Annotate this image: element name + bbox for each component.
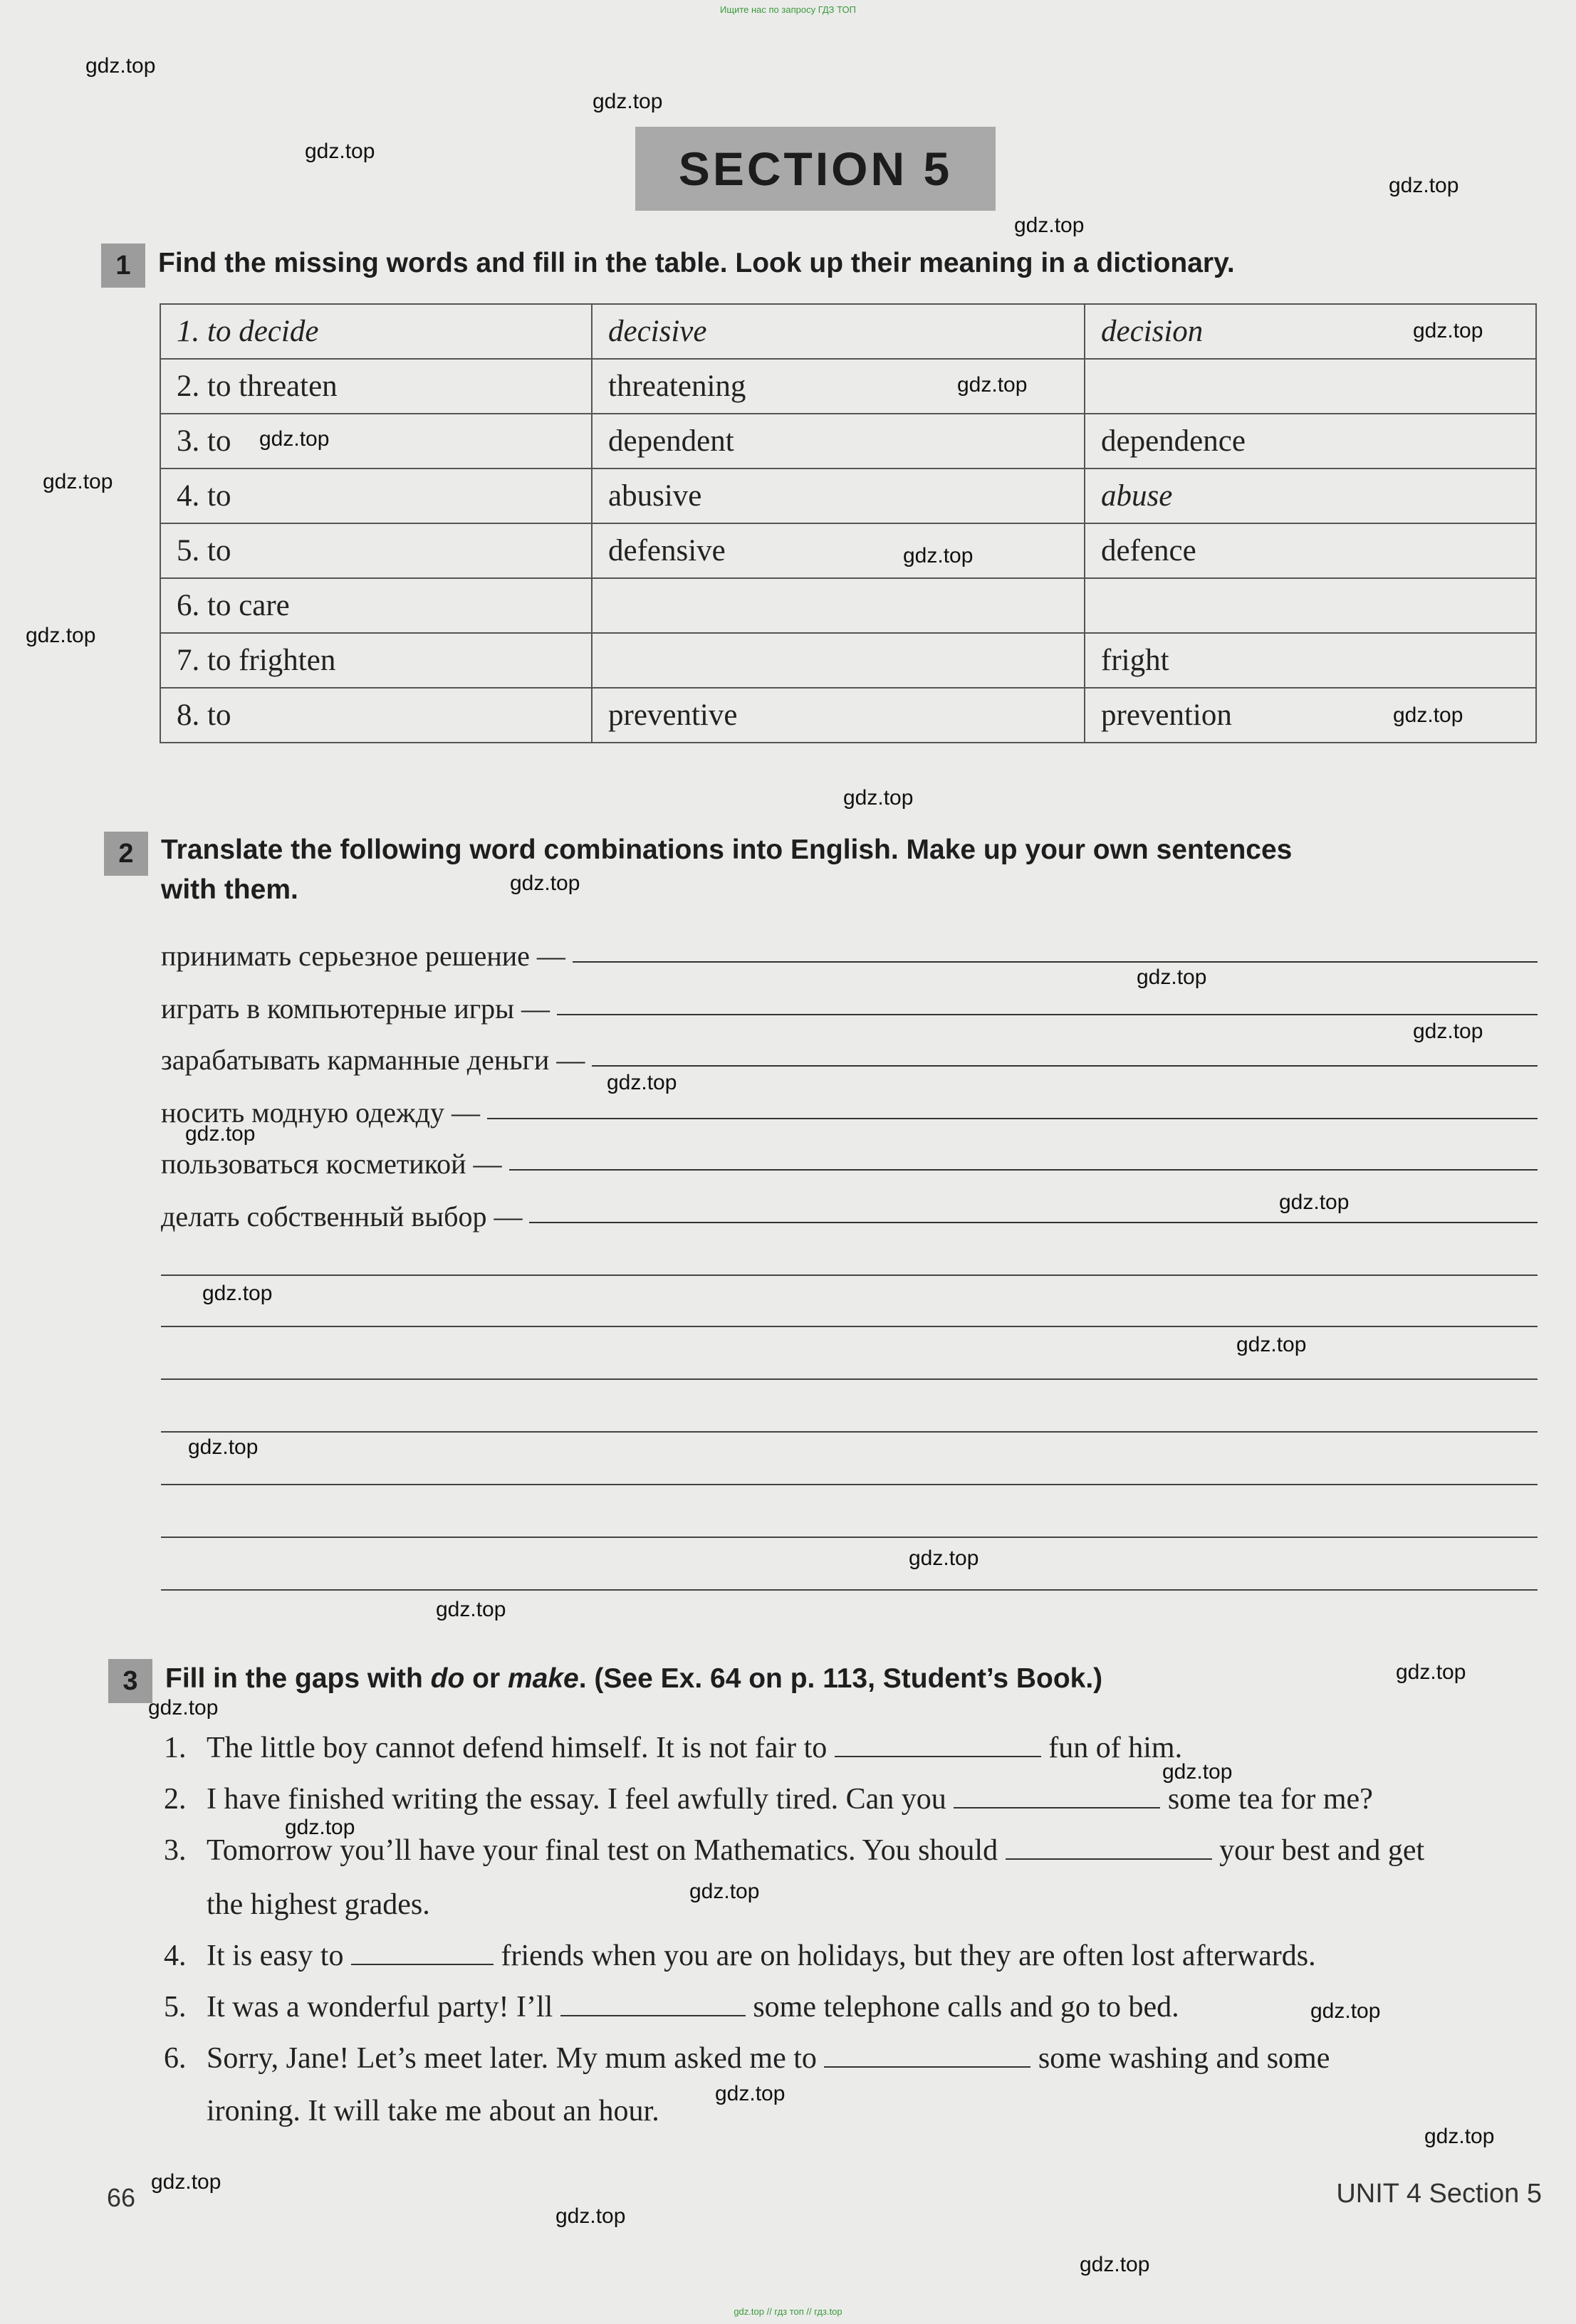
table-cell: 4. to <box>160 469 592 523</box>
table-cell: threatening <box>592 359 1085 414</box>
watermark: gdz.top <box>957 373 1028 397</box>
translation-label: играть в компьютерные игры — <box>161 993 550 1025</box>
answer-line[interactable] <box>592 1064 1538 1067</box>
table-cell: 3. to <box>160 414 592 469</box>
answer-line[interactable] <box>557 1013 1538 1015</box>
translation-label: зарабатывать карманные деньги — <box>161 1044 585 1076</box>
answer-line[interactable] <box>487 1117 1538 1119</box>
watermark: gdz.top <box>148 1696 219 1720</box>
unit-label: UNIT 4 Section 5 <box>1336 2179 1542 2209</box>
sentence-6: 6. Sorry, Jane! Let’s meet later. My mum asked me to some washing and some <box>164 2042 1330 2075</box>
answer-line[interactable] <box>529 1221 1538 1223</box>
watermark: gdz.top <box>593 90 663 113</box>
table-row <box>160 304 1536 359</box>
gap-input[interactable] <box>824 2045 1030 2068</box>
watermark: gdz.top <box>26 624 96 647</box>
watermark: gdz.top <box>259 427 330 451</box>
answer-line[interactable] <box>161 1484 1538 1485</box>
answer-line[interactable] <box>161 1537 1538 1538</box>
watermark: gdz.top <box>85 54 156 78</box>
word-table <box>160 303 1537 743</box>
table-cell: abuse <box>1085 469 1536 523</box>
exercise-1-number: 1 <box>101 244 145 288</box>
table-row <box>160 523 1536 578</box>
sentence-6-cont: ironing. It will take me about an hour. <box>207 2095 659 2127</box>
watermark: gdz.top <box>285 1816 355 1839</box>
bottom-note: gdz.top // гдз топ // гдз.top <box>734 2306 842 2317</box>
table-row <box>160 414 1536 469</box>
section-title: SECTION 5 <box>635 127 996 211</box>
translation-label: пользоваться косметикой — <box>161 1148 502 1180</box>
exercise-2-number: 2 <box>104 832 148 876</box>
table-row <box>160 359 1536 414</box>
translation-label: делать собственный выбор — <box>161 1200 523 1232</box>
watermark: gdz.top <box>1396 1660 1466 1684</box>
answer-line[interactable] <box>509 1168 1538 1171</box>
watermark: gdz.top <box>607 1071 677 1094</box>
translation-label: носить модную одежду — <box>161 1096 481 1129</box>
table-cell-blank[interactable] <box>1085 578 1536 633</box>
table-cell: 5. to <box>160 523 592 578</box>
watermark: gdz.top <box>43 470 113 493</box>
table-cell: prevention <box>1085 688 1536 743</box>
gap-input[interactable] <box>1006 1837 1212 1860</box>
translation-label: принимать серьезное решение — <box>161 940 565 972</box>
table-row <box>160 633 1536 688</box>
translation-item <box>161 1034 1538 1077</box>
table-cell: abusive <box>592 469 1085 523</box>
watermark: gdz.top <box>903 544 974 567</box>
answer-line[interactable] <box>161 1274 1538 1276</box>
translation-item <box>161 983 1538 1025</box>
watermark: gdz.top <box>1413 1020 1483 1043</box>
sentence-3: 3. Tomorrow you’ll have your final test on Mathematics. You should your best and get <box>164 1834 1425 1867</box>
sentence-3-cont: the highest grades. <box>207 1888 430 1921</box>
table-cell: preventive <box>592 688 1085 743</box>
watermark: gdz.top <box>1014 214 1085 237</box>
watermark: gdz.top <box>305 140 375 163</box>
table-cell: dependence <box>1085 414 1536 469</box>
watermark: gdz.top <box>1236 1333 1307 1356</box>
table-cell: 2. to threaten <box>160 359 592 414</box>
watermark: gdz.top <box>1393 703 1463 727</box>
table-cell-blank[interactable] <box>1085 359 1536 414</box>
sentence-4: 4. It is easy to friends when you are on holidays, but they are often lost afterwards. <box>164 1940 1316 1972</box>
page-number: 66 <box>107 2183 136 2212</box>
watermark: gdz.top <box>1137 965 1207 989</box>
exercise-2-title-line2: with them. <box>161 874 298 905</box>
table-row <box>160 469 1536 523</box>
watermark: gdz.top <box>1080 2253 1150 2276</box>
watermark: gdz.top <box>1162 1760 1233 1784</box>
watermark: gdz.top <box>843 786 914 810</box>
watermark: gdz.top <box>188 1435 259 1459</box>
watermark: gdz.top <box>185 1122 256 1146</box>
answer-line[interactable] <box>573 961 1538 963</box>
table-cell: defence <box>1085 523 1536 578</box>
table-cell-blank[interactable] <box>592 578 1085 633</box>
watermark: gdz.top <box>202 1282 273 1305</box>
watermark: gdz.top <box>909 1546 979 1570</box>
table-cell: fright <box>1085 633 1536 688</box>
table-cell: decisive <box>592 304 1085 359</box>
exercise-3-title: Fill in the gaps with do or make. (See Ex. 64 on p. 113, Student’s Book.) <box>165 1663 1103 1694</box>
table-cell: 1. to decide <box>160 304 592 359</box>
table-row <box>160 688 1536 743</box>
table-cell: 8. to <box>160 688 592 743</box>
watermark: gdz.top <box>1310 1999 1381 2023</box>
sentence-2: 2. I have finished writing the essay. I feel awfully tired. Can you some tea for me? <box>164 1783 1373 1816</box>
exercise-3-number: 3 <box>108 1659 152 1703</box>
answer-line[interactable] <box>161 1378 1538 1380</box>
watermark: gdz.top <box>555 2204 626 2228</box>
exercise-1-title: Find the missing words and fill in the table. Look up their meaning in a dictionary. <box>158 248 1235 278</box>
table-cell: dependent <box>592 414 1085 469</box>
watermark: gdz.top <box>1279 1190 1350 1214</box>
translation-item <box>161 930 1538 973</box>
gap-input[interactable] <box>954 1786 1160 1809</box>
table-cell: decision <box>1085 304 1536 359</box>
exercise-2-title-line1: Translate the following word combinations into English. Make up your own sentences <box>161 834 1293 865</box>
table-cell: 6. to care <box>160 578 592 633</box>
watermark: gdz.top <box>510 872 580 895</box>
gap-input[interactable] <box>560 1994 746 2016</box>
watermark: gdz.top <box>715 2082 786 2105</box>
watermark: gdz.top <box>151 2170 221 2194</box>
translation-item <box>161 1138 1538 1181</box>
sentence-5: 5. It was a wonderful party! I’ll some telephone calls and go to bed. <box>164 1991 1179 2024</box>
watermark: gdz.top <box>436 1598 506 1621</box>
table-cell: defensive <box>592 523 1085 578</box>
table-cell-blank[interactable] <box>592 633 1085 688</box>
watermark: gdz.top <box>689 1880 760 1903</box>
table-cell: 7. to frighten <box>160 633 592 688</box>
watermark: gdz.top <box>1424 2125 1495 2148</box>
gap-input[interactable] <box>835 1734 1041 1757</box>
answer-line[interactable] <box>161 1431 1538 1433</box>
sentence-1: 1. The little boy cannot defend himself. It is not fair to fun of him. <box>164 1732 1183 1764</box>
top-note: Ищите нас по запросу ГДЗ ТОП <box>720 4 856 15</box>
translation-item <box>161 1087 1538 1129</box>
table-row <box>160 578 1536 633</box>
watermark: gdz.top <box>1413 319 1483 342</box>
gap-input[interactable] <box>351 1942 494 1965</box>
answer-line[interactable] <box>161 1326 1538 1327</box>
watermark: gdz.top <box>1389 174 1459 197</box>
answer-line[interactable] <box>161 1589 1538 1591</box>
